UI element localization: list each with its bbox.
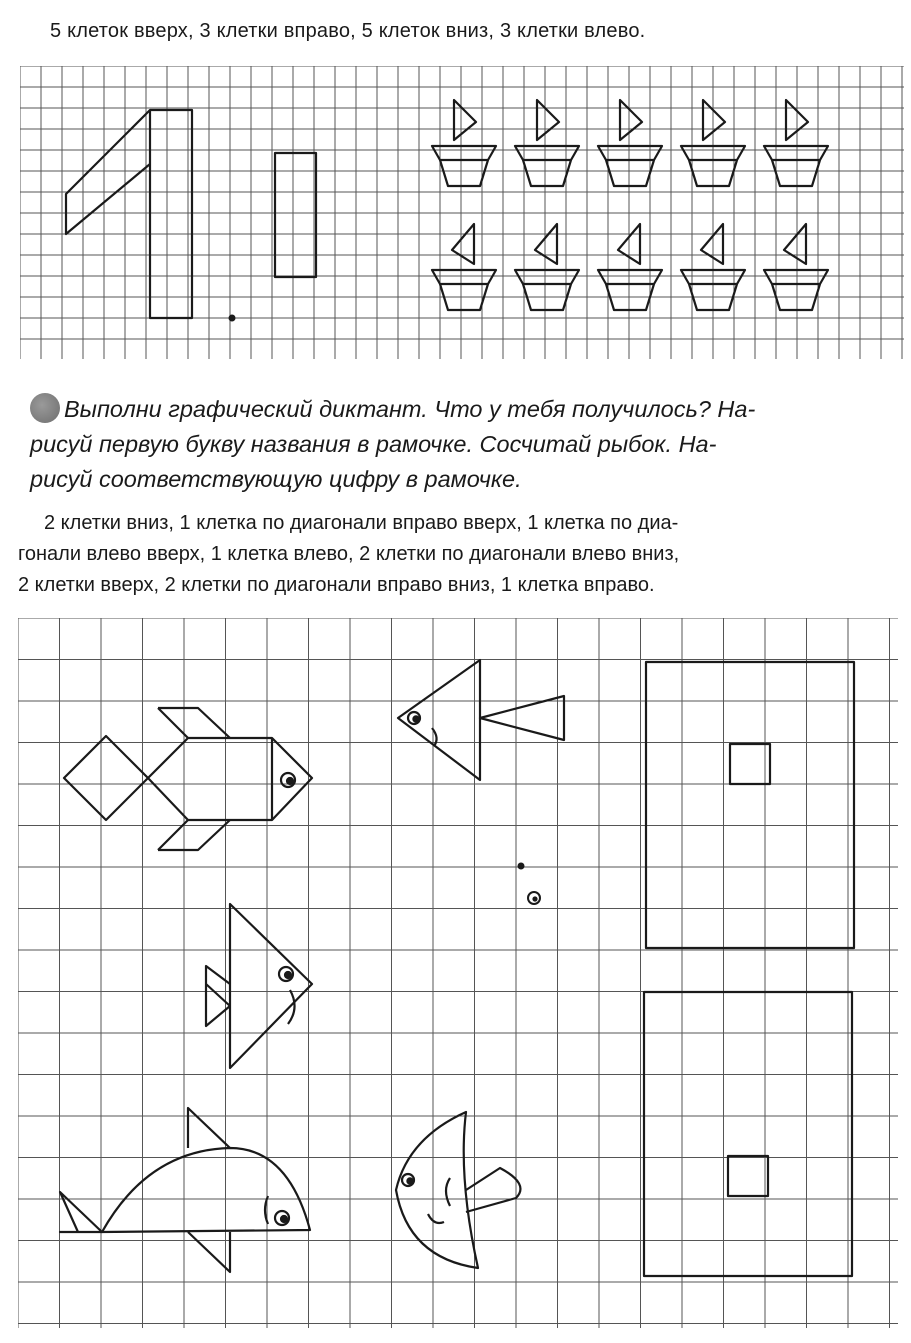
- dictation-line: 2 клетки вниз, 1 клетка по диагонали вправо вверх, 1 клетка по диа-: [44, 512, 679, 534]
- digit-hint-box: [728, 1156, 768, 1196]
- fish-icon: [206, 904, 312, 1068]
- letter-hint-box: [730, 744, 770, 784]
- task-line: рисуй соответствующую цифру в рамочке.: [30, 466, 522, 492]
- task-line: Выполни графический диктант. Что у тебя получилось? На-: [64, 396, 756, 422]
- bullet-dot-icon: [30, 393, 60, 423]
- dictation-line: 2 клетки вверх, 2 клетки по диагонали вправо вниз, 1 клетка вправо.: [18, 574, 655, 596]
- task-line: рисуй первую букву названия в рамочке. Сосчитай рыбок. На-: [30, 431, 717, 457]
- dictation-text: [18, 508, 888, 601]
- fish-icon: [398, 660, 564, 780]
- bottom-grid-panel: [18, 618, 898, 1330]
- start-dot: [518, 863, 525, 870]
- digit-answer-frame: [644, 992, 852, 1276]
- dictation-answer-rect: [275, 153, 316, 277]
- start-dot: [229, 315, 236, 322]
- top-grid-panel: [20, 66, 910, 361]
- fish-icon: [60, 1108, 310, 1272]
- digit-one-drawing: [66, 110, 192, 318]
- top-instruction: 5 клеток вверх, 3 клетки вправо, 5 клеток вниз, 3 клетки влево.: [50, 20, 646, 42]
- fish-icon: [396, 1112, 520, 1268]
- fish-eye-pupil: [532, 896, 537, 901]
- top-grid: [20, 66, 910, 361]
- task-text: [30, 392, 890, 497]
- letter-answer-frame: [646, 662, 854, 948]
- boat-icon: [515, 100, 579, 186]
- boat-icon: [432, 100, 496, 186]
- dictation-line: гонали влево вверх, 1 клетка влево, 2 клетки по диагонали влево вниз,: [18, 543, 680, 565]
- bottom-grid: [18, 618, 898, 1330]
